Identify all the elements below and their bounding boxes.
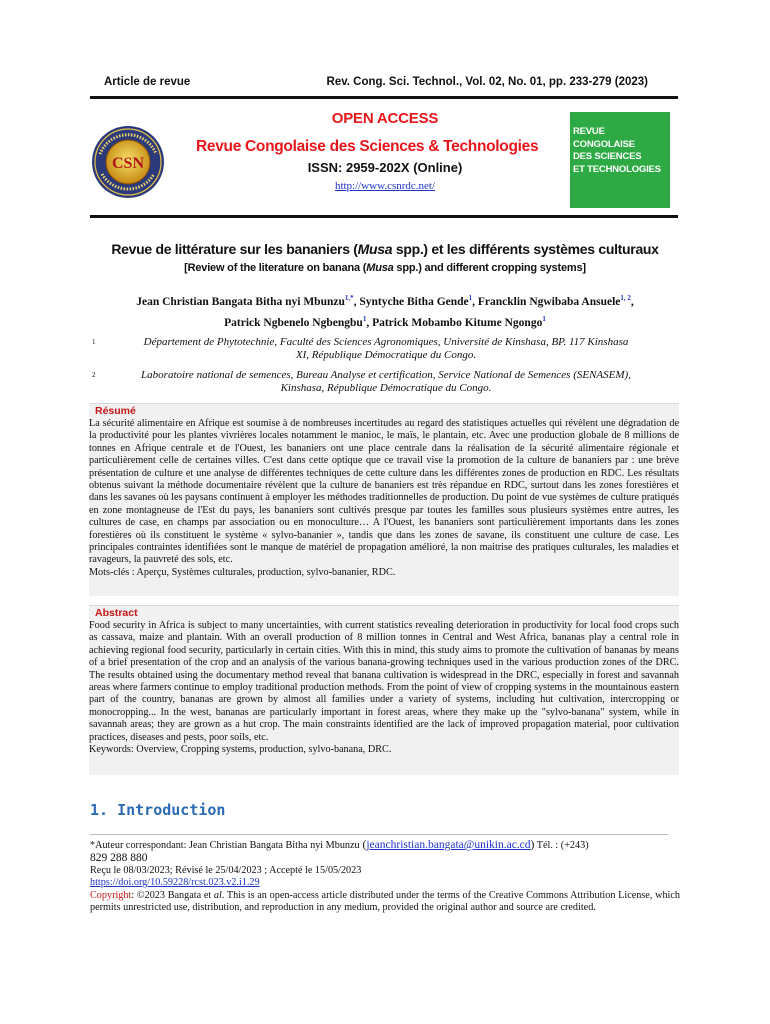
affiliation-2: 2 Laboratoire national de semences, Bureau Analyse et certification, Service National de Semences (SENASEM), Kinshasa, République Démocratique du Congo.: [92, 369, 631, 394]
article-title: Revue de littérature sur les bananiers (Musa spp.) et les différents systèmes culturaux: [111, 241, 659, 257]
abstract-section: [89, 605, 679, 775]
affiliation-1: 1 Département de Phytotechnie, Faculté des Sciences Agronomiques, Université de Kinshasa, BP. 117 Kinshasa XI, République Démocratique du Congo.: [92, 336, 629, 361]
article-subtitle: [Review of the literature on banana (Musa spp.) and different cropping systems]: [184, 262, 586, 274]
footnote: [90, 839, 680, 914]
phone-number: 829 288 880: [90, 852, 148, 865]
author-list: Jean Christian Bangata Bitha nyi Mbunzu$^{1,*}$, Syntyche Bitha Gende$^1$, Francklin Ngwibaba Ansuele$^{1, 2}$, Patrick Ngbenelo Ngbengbu$^1$, Patrick Mobambo Kitume Ngongo$^1$: [136, 294, 634, 329]
abstract-keywords: Keywords: Overview, Cropping systems, production, sylvo-banana, DRC.: [89, 744, 392, 756]
resume-section: [89, 403, 679, 596]
doi-link[interactable]: https://doi.org/10.59228/rcst.023.v2.i1.29: [90, 877, 260, 889]
journal-badge: [570, 112, 670, 208]
article-dates: Reçu le 08/03/2023; Révisé le 25/04/2023 ; Accepté le 15/05/2023: [90, 864, 362, 876]
corresponding-author: *Auteur correspondant: Jean Christian Bangata Bitha nyi Mbunzu (jeanchristian.bangata@unikin.ac.cd) Tél. : (+243): [90, 839, 589, 851]
journal-citation: Rev. Cong. Sci. Technol., Vol. 02, No. 01, pp. 233-279 (2023): [326, 76, 648, 88]
abstract-body: Food security in Africa is subject to many uncertainties, with current statistics revealing deterioration in productivity for local food crops such as cassava, maize and plantain. With an overall production of 8 million tonnes in Central and West Africa, bananas play a central role in achieving regional food security, particularly in certain cities. With this in mind, this study aims to promote the cultivation of bananas by means of a brief presentation of the crop and an analysis of the various banana-growing techniques used in the various production zones of the DRC. The results obtained using the documentary method reveal that banana cultivation is widespread in the DRC, especially in forest and savannah areas where farmers continue to employ traditional production methods. From the point of view of cropping systems in the mountainous eastern part of the country, bananas are grown by almost all families under a variety of systems, including hut cultivation, intercropping or monocropping... In the west, bananas are particularly important in forest areas, where they make up the "sylvo-banana" system, while in savannah areas; they are grown as a hut crop. The main constraints identified are the lack of improved propagation material, poor cultivation practices, diseases and pests, poor soils, etc.: [89, 620, 679, 743]
journal-name: Revue Congolaise des Sciences & Technologies: [196, 138, 539, 155]
issn: ISSN: 2959-202X (Online): [307, 160, 463, 175]
svg-text:CSN: CSN: [111, 155, 145, 172]
header-rule: [90, 96, 678, 99]
open-access-label: OPEN ACCESS: [331, 110, 439, 127]
resume-heading: Résumé: [95, 405, 136, 417]
article-type-label: Article de revue: [104, 76, 191, 88]
masthead-rule: [90, 215, 678, 218]
badge-line: ET TECHNOLOGIES: [573, 163, 661, 175]
copyright-notice: Copyright: ©2023 Bangata et al. This is an open-access article distributed under the terms of the Creative Commons Attribution License, which permits unrestricted use, distribution, and reproduction in any medium, provided the original author and source are credited.: [90, 889, 680, 914]
badge-line: DES SCIENCES: [573, 151, 642, 162]
badge-line: CONGOLAISE: [573, 138, 635, 150]
resume-body: La sécurité alimentaire en Afrique est soumise à de nombreuses incertitudes au regard des statistiques actuelles qui révèlent une dégradation de la productivité pour les plantes vivrières locales notamment le manioc, le maïs, le plantain, etc. Avec une production globale de 8 millions de tonnes en Afrique centrale et de l'Ouest, les bananiers ont une place centrale dans la réalisation de la sécurité alimentaire régionale et particulièrement celle de certaines villes. C'est dans cette optique que ce travail vise la promotion de la culture de bananiers par : une brève présentation de culture et une analyse de différentes techniques de cette culture dans les différentes zones de production en RDC. Les résultats obtenus suivant la méthode documentaire révèlent que la culture de bananiers est très répandue en RDC, surtout dans les zones forestières et dans les savanes où les paysans continuent à employer les méthodes traditionnelles de production. Du point de vue systèmes de culture pratiqués en zone montagneuse de l'Est du pays, les bananiers sont cultivés presque par toutes les familles sous plusieurs systèmes entre autres, les cultures de case, en champs par association ou en monoculture… A l'Ouest, les bananiers sont particulièrement importants dans les zones forestières où ils constituent le système « sylvo-bananier », tandis que dans les zones de savane, ils constituent une culture de case. Les principales contraintes identifiées sont le manque de matériel de propagation amélioré, la non maitrise des pratiques culturales, les maladies et ravageurs, la pauvreté des sols, etc.: [89, 418, 679, 566]
resume-keywords: Mots-clés : Aperçu, Systèmes culturales, production, sylvo-bananier, RDC.: [89, 566, 396, 578]
journal-url-link[interactable]: http://www.csnrdc.net/: [334, 180, 436, 192]
badge-line: REVUE: [573, 126, 605, 137]
footnote-rule: [90, 834, 668, 835]
abstract-heading: Abstract: [95, 607, 138, 619]
section-heading-introduction: 1. Introduction: [90, 801, 226, 819]
author-email-link[interactable]: jeanchristian.bangata@unikin.ac.cd: [366, 839, 531, 851]
